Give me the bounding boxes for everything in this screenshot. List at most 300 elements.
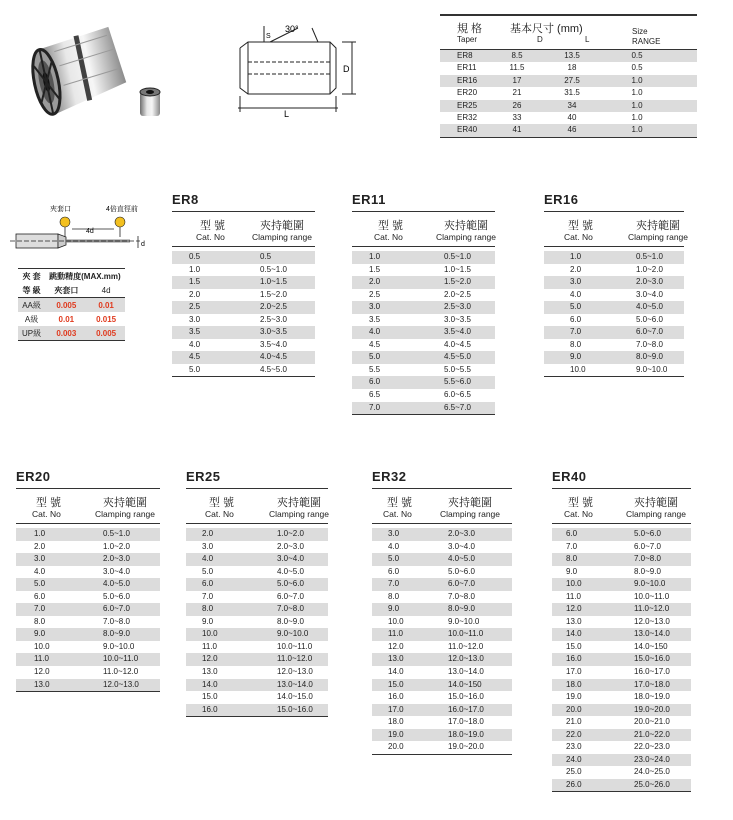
table-row [372, 628, 512, 641]
cat-no: 3.0 [34, 554, 46, 564]
taper-en: Taper [457, 35, 478, 44]
table-title: ER25 [186, 469, 328, 489]
cat-no: 10.0 [566, 579, 582, 589]
spec-cell: 33 [512, 112, 522, 122]
table-row [372, 566, 512, 579]
cat-no: 2.5 [189, 302, 201, 312]
col-head-catno-zh: 型 號 [568, 497, 594, 509]
col-head-catno-zh: 型 號 [568, 220, 594, 232]
table-row [552, 691, 691, 704]
table-row [372, 616, 512, 629]
clamping-range: 4.0~5.0 [277, 566, 304, 576]
clamping-range: 15.0~16.0 [634, 654, 670, 664]
table-header [352, 212, 495, 247]
col-head-range-zh: 夾持範圍 [636, 220, 680, 232]
table-row [16, 653, 160, 666]
clamping-range: 23.0~24.0 [634, 754, 670, 764]
clamping-range: 4.0~5.0 [448, 554, 475, 564]
cat-no: 6.0 [388, 566, 400, 576]
cat-no: 13.0 [566, 616, 582, 626]
runout-gauge-diagram [10, 200, 160, 260]
clamping-range: 16.0~17.0 [448, 704, 484, 714]
table-row [552, 603, 691, 616]
table-row [352, 351, 495, 364]
table-row [172, 264, 315, 277]
table-row [16, 553, 160, 566]
clamping-range: 12.0~13.0 [634, 616, 670, 626]
clamping-range: 2.0~2.5 [444, 289, 471, 299]
clamping-range: 2.0~3.0 [103, 554, 130, 564]
cat-no: 3.0 [570, 277, 582, 287]
clamping-range: 3.5~4.0 [444, 327, 471, 337]
clamping-range: 11.0~12.0 [448, 641, 484, 651]
angle-label: 30° [285, 24, 299, 34]
spec-cell: ER20 [457, 88, 478, 98]
table-row [352, 301, 495, 314]
clamping-range: 3.0~3.5 [260, 327, 287, 337]
cat-no: 19.0 [566, 692, 582, 702]
table-title: ER11 [352, 192, 495, 212]
cat-no: 9.0 [566, 566, 578, 576]
clamping-range: 12.0~13.0 [103, 679, 139, 689]
clamping-range: 18.0~19.0 [634, 692, 670, 702]
clamping-range: 2.5~3.0 [260, 314, 287, 324]
clamping-range: 19.0~20.0 [634, 704, 670, 714]
cat-no: 8.0 [570, 339, 582, 349]
col-head-range-en: Clamping range [436, 232, 497, 242]
clamping-range: 9.0~10.0 [277, 629, 309, 639]
cat-no: 17.0 [566, 667, 582, 677]
table-row [172, 326, 315, 339]
cat-no: 7.0 [388, 579, 400, 589]
s-label: S [266, 33, 271, 40]
table-row [16, 628, 160, 641]
table-row [186, 653, 328, 666]
cat-no: 7.0 [570, 327, 582, 337]
cat-no: 6.0 [369, 377, 381, 387]
table-row [552, 628, 691, 641]
clamping-range: 22.0~23.0 [634, 742, 670, 752]
cat-no: 4.0 [202, 554, 214, 564]
col-head-range-zh: 夾持範圍 [260, 220, 304, 232]
cat-no: 9.0 [202, 616, 214, 626]
clamping-range: 5.5~6.0 [444, 377, 471, 387]
table-row [544, 339, 684, 352]
table-header [372, 489, 512, 524]
clamping-range: 7.0~8.0 [634, 554, 661, 564]
table-row [552, 704, 691, 717]
clamping-range: 6.0~6.5 [444, 390, 471, 400]
cat-no: 10.0 [570, 364, 586, 374]
clamping-range: 0.5~1.0 [444, 252, 471, 261]
cat-no: 7.0 [34, 604, 46, 614]
cat-no: 4.0 [570, 289, 582, 299]
spec-cell: 1.0 [631, 75, 643, 85]
clamping-range: 10.0~11.0 [634, 591, 670, 601]
cat-no: 16.0 [566, 654, 582, 664]
col-head-range-en: Clamping range [626, 509, 687, 519]
spec-row [440, 112, 697, 124]
table-row [16, 641, 160, 654]
clamping-range: 3.0~4.0 [448, 541, 475, 551]
table-row [352, 389, 495, 402]
clamping-range: 7.0~8.0 [277, 604, 304, 614]
table-row [352, 251, 495, 264]
col-head-range-zh: 夾持範圍 [444, 220, 488, 232]
table-row [372, 541, 512, 554]
clamping-range: 1.5~2.0 [260, 289, 287, 299]
table-header [544, 212, 689, 247]
table-row [544, 351, 684, 364]
table-row [552, 741, 691, 754]
table-row [372, 679, 512, 692]
l-label: L [284, 109, 290, 119]
clamping-range: 0.5~1.0 [260, 264, 287, 274]
cat-no: 16.0 [202, 704, 218, 714]
clamping-range: 9.0~10.0 [103, 641, 135, 651]
clamping-range: 3.0~4.0 [277, 554, 304, 564]
clamping-range: 1.0~2.0 [277, 529, 304, 538]
table-row [16, 528, 160, 541]
acc-h1: 夾 套 [22, 271, 41, 281]
spec-row [440, 50, 697, 62]
table-row [544, 314, 684, 327]
acc-c1: 夾套口 [54, 285, 79, 295]
table-row [552, 541, 691, 554]
clamping-range: 4.0~5.0 [103, 579, 130, 589]
clamping-range: 1.0~2.0 [636, 264, 663, 274]
cat-no: 8.0 [566, 554, 578, 564]
clamping-range: 1.5~2.0 [444, 277, 471, 287]
dims-zh: 基本尺寸 (mm) [510, 23, 583, 35]
cat-no: 12.0 [566, 604, 582, 614]
clamping-range: 3.0~3.5 [444, 314, 471, 324]
cat-no: 6.0 [566, 529, 578, 538]
cat-no: 2.0 [570, 264, 582, 274]
table-row [544, 364, 684, 378]
acc-grade: UP級 [22, 328, 42, 338]
cat-no: 9.0 [34, 629, 46, 639]
table-row [16, 679, 160, 693]
clamping-range: 1.0~1.5 [260, 277, 287, 287]
table-row [552, 641, 691, 654]
clamping-range: 2.0~3.0 [277, 541, 304, 551]
col-head-catno-en: Cat. No [32, 509, 61, 519]
cat-no: 2.0 [202, 529, 214, 538]
table-row [552, 716, 691, 729]
cat-no: 19.0 [388, 729, 404, 739]
table-row [172, 301, 315, 314]
col-head-range-zh: 夾持範圍 [103, 497, 147, 509]
clamping-range: 4.5~5.0 [260, 364, 287, 374]
clamping-range: 2.0~3.0 [636, 277, 663, 287]
cat-no: 12.0 [202, 654, 218, 664]
col-head-catno-zh: 型 號 [209, 497, 235, 509]
col-head-range-zh: 夾持範圍 [448, 497, 492, 509]
table-row [552, 666, 691, 679]
cat-no: 7.0 [566, 541, 578, 551]
table-row [552, 754, 691, 767]
cat-no: 3.5 [369, 314, 381, 324]
table-row [186, 578, 328, 591]
table-row [172, 276, 315, 289]
spec-cell: ER25 [457, 100, 478, 110]
cat-no: 3.0 [369, 302, 381, 312]
table-row [352, 264, 495, 277]
cat-no: 5.0 [388, 554, 400, 564]
clamping-range: 7.0~8.0 [448, 591, 475, 601]
cat-no: 22.0 [566, 729, 582, 739]
clamping-range: 8.0~9.0 [636, 352, 663, 362]
clamping-range: 3.0~4.0 [103, 566, 130, 576]
clamping-range: 10.0~11.0 [277, 641, 313, 651]
col-head-catno-en: Cat. No [374, 232, 403, 242]
table-row [16, 566, 160, 579]
spec-cell: 11.5 [509, 63, 525, 73]
spec-cell: 34 [567, 100, 577, 110]
table-row [352, 326, 495, 339]
table-row [186, 616, 328, 629]
table-row [552, 729, 691, 742]
clamping-range: 5.0~6.0 [634, 529, 661, 538]
clamping-range: 11.0~12.0 [103, 667, 139, 677]
cat-no: 2.0 [34, 541, 46, 551]
clamping-range: 8.0~9.0 [277, 616, 304, 626]
table-row [172, 339, 315, 352]
table-row [172, 289, 315, 302]
acc-grade: AA級 [22, 300, 41, 310]
clamping-range: 11.0~12.0 [634, 604, 670, 614]
clamping-range: 7.0~8.0 [103, 616, 130, 626]
cat-no: 8.0 [34, 616, 46, 626]
cat-no: 1.0 [369, 252, 381, 261]
table-row [372, 729, 512, 742]
cat-no: 21.0 [566, 717, 582, 727]
col-head-catno-en: Cat. No [196, 232, 225, 242]
table-row [186, 704, 328, 718]
clamping-range: 20.0~21.0 [634, 717, 670, 727]
clamping-range: 15.0~16.0 [448, 692, 484, 702]
cat-no: 4.0 [388, 541, 400, 551]
table-title: ER20 [16, 469, 160, 489]
table-row [352, 289, 495, 302]
spec-row [440, 100, 697, 112]
clamping-range: 7.0~8.0 [636, 339, 663, 349]
spec-row [440, 124, 697, 137]
clamping-range: 14.0~15.0 [277, 692, 313, 702]
cat-no: 5.0 [34, 579, 46, 589]
cat-no: 13.0 [202, 667, 218, 677]
cat-no: 10.0 [34, 641, 50, 651]
table-row [544, 264, 684, 277]
table-row [186, 553, 328, 566]
table-er8 [172, 192, 315, 377]
spec-cell: 1.0 [631, 100, 643, 110]
col-head-catno-en: Cat. No [564, 232, 593, 242]
spec-cell: 18 [567, 63, 577, 73]
cat-no: 18.0 [566, 679, 582, 689]
clamping-range: 9.0~10.0 [636, 364, 668, 374]
clamping-range: 4.0~5.0 [636, 302, 663, 312]
cat-no: 7.0 [369, 402, 381, 412]
col-head-range-zh: 夾持範圍 [634, 497, 678, 509]
clamping-range: 6.0~7.0 [634, 541, 661, 551]
table-row [372, 591, 512, 604]
cat-no: 25.0 [566, 767, 582, 777]
spec-table [440, 14, 697, 138]
cat-no: 1.5 [369, 264, 381, 274]
cat-no: 5.0 [189, 364, 201, 374]
spec-row [440, 75, 697, 87]
acc-value: 0.01 [98, 300, 114, 310]
table-row [352, 376, 495, 389]
table-header [186, 489, 328, 524]
clamping-range: 10.0~11.0 [103, 654, 139, 664]
acc-value: 0.005 [96, 328, 117, 338]
cat-no: 11.0 [34, 654, 49, 664]
clamping-range: 3.5~4.0 [260, 339, 287, 349]
table-row [16, 591, 160, 604]
cat-no: 3.0 [388, 529, 400, 538]
table-title: ER40 [552, 469, 691, 489]
cat-no: 5.0 [570, 302, 582, 312]
clamping-range: 5.0~5.5 [444, 364, 471, 374]
cat-no: 2.0 [369, 277, 381, 287]
cat-no: 8.0 [202, 604, 214, 614]
table-row [186, 603, 328, 616]
table-row [552, 616, 691, 629]
col-head-range-en: Clamping range [440, 509, 501, 519]
clamping-range: 6.0~7.0 [277, 591, 304, 601]
cat-no: 12.0 [34, 667, 50, 677]
cat-no: 6.0 [570, 314, 582, 324]
clamping-range: 21.0~22.0 [634, 729, 670, 739]
spec-cell: ER32 [457, 112, 478, 122]
cat-no: 11.0 [566, 591, 581, 601]
clamping-range: 6.0~7.0 [103, 604, 130, 614]
cat-no: 23.0 [566, 742, 582, 752]
clamping-range: 15.0~16.0 [277, 704, 313, 714]
col-head-range-zh: 夾持範圍 [277, 497, 321, 509]
clamping-range: 17.0~18.0 [448, 717, 484, 727]
collet-photo [18, 12, 170, 127]
table-row [186, 691, 328, 704]
spec-cell: 26 [512, 100, 522, 110]
cat-no: 10.0 [202, 629, 218, 639]
clamping-range: 14.0~150 [448, 679, 482, 689]
table-row [172, 364, 315, 378]
col-head-range-en: Clamping range [628, 232, 689, 242]
clamping-range: 6.0~7.0 [448, 579, 475, 589]
acc-value: 0.01 [58, 314, 75, 324]
clamping-range: 6.0~7.0 [636, 327, 663, 337]
clamping-range: 4.5~5.0 [444, 352, 471, 362]
table-row [552, 766, 691, 779]
spec-row [440, 62, 697, 74]
spec-cell: 0.5 [631, 63, 643, 73]
table-row [186, 541, 328, 554]
cat-no: 14.0 [202, 679, 218, 689]
spec-cell: 46 [567, 125, 577, 135]
cat-no: 18.0 [388, 717, 404, 727]
col-head-catno-en: Cat. No [205, 509, 234, 519]
clamping-range: 0.5~1.0 [636, 252, 663, 261]
cat-no: 4.5 [189, 352, 201, 362]
table-row [372, 716, 512, 729]
table-row [552, 591, 691, 604]
d-label: D [343, 64, 350, 74]
table-row [372, 578, 512, 591]
cat-no: 9.0 [570, 352, 582, 362]
cat-no: 20.0 [388, 742, 404, 752]
table-row [352, 402, 495, 416]
cat-no: 4.5 [369, 339, 381, 349]
clamping-range: 17.0~18.0 [634, 679, 670, 689]
col-head-range-en: Clamping range [252, 232, 313, 242]
table-row [16, 541, 160, 554]
table-row [552, 528, 691, 541]
runout-accuracy-table [18, 268, 125, 341]
acc-h3: 等 級 [22, 285, 41, 295]
table-er16 [544, 192, 689, 377]
table-row [16, 616, 160, 629]
cat-no: 5.5 [369, 364, 381, 374]
collet-drawing [230, 18, 360, 126]
table-row [186, 666, 328, 679]
spec-cell: ER16 [457, 75, 478, 85]
spec-cell: 1.0 [631, 88, 643, 98]
cat-no: 26.0 [566, 779, 582, 789]
table-title: ER16 [544, 192, 684, 212]
cat-no: 1.0 [189, 264, 201, 274]
clamping-range: 14.0~150 [634, 641, 668, 651]
col-head-catno-zh: 型 號 [387, 497, 413, 509]
acc-value: 0.003 [56, 328, 77, 338]
cat-no: 2.5 [369, 289, 381, 299]
clamping-range: 4.0~4.5 [260, 352, 287, 362]
col-head-catno-zh: 型 號 [36, 497, 62, 509]
cat-no: 6.5 [369, 390, 381, 400]
table-row [352, 364, 495, 377]
table-title: ER32 [372, 469, 512, 489]
clamping-range: 19.0~20.0 [448, 742, 484, 752]
table-row [544, 251, 684, 264]
acc-h2: 跳動精度(MAX.mm) [49, 271, 121, 281]
cat-no: 24.0 [566, 754, 582, 764]
cat-no: 12.0 [388, 641, 404, 651]
table-row [372, 641, 512, 654]
col-head-catno-zh: 型 號 [200, 220, 226, 232]
size-head: Size [632, 27, 648, 36]
cat-no: 13.0 [34, 679, 50, 689]
cat-no: 11.0 [202, 641, 217, 651]
clamping-range: 12.0~13.0 [448, 654, 484, 664]
clamping-range: 1.0~2.0 [103, 541, 130, 551]
clamping-range: 2.0~3.0 [448, 529, 475, 538]
cat-no: 6.0 [34, 591, 46, 601]
table-row [186, 591, 328, 604]
spec-row [440, 87, 697, 99]
clamping-range: 3.0~4.0 [636, 289, 663, 299]
table-er40 [552, 469, 691, 792]
cat-no: 16.0 [388, 692, 404, 702]
table-row [372, 741, 512, 755]
cat-no: 11.0 [388, 629, 403, 639]
table-row [552, 566, 691, 579]
spec-cell: ER40 [457, 125, 478, 135]
cat-no: 0.5 [189, 252, 201, 261]
table-row [186, 679, 328, 692]
